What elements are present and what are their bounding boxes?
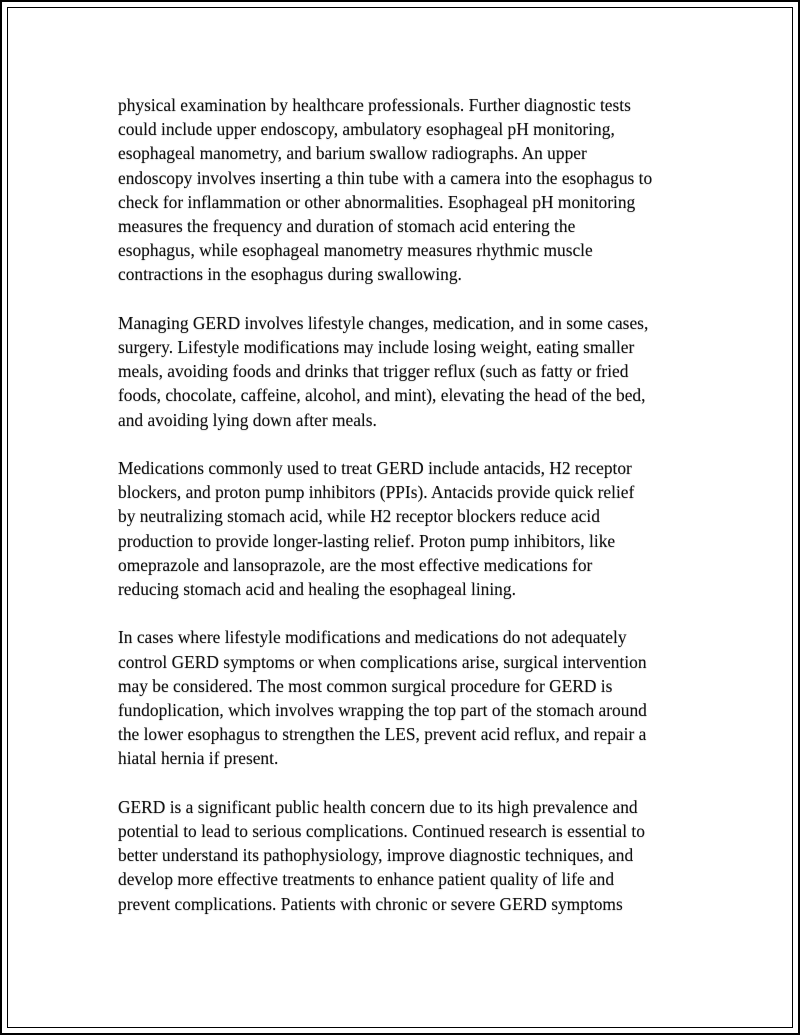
text-line: by neutralizing stomach acid, while H2 receptor blockers reduce acid xyxy=(118,506,600,527)
text-line: Managing GERD involves lifestyle changes, medication, and in some cases, xyxy=(118,312,649,333)
text-line: better understand its pathophysiology, improve diagnostic techniques, and xyxy=(118,845,634,866)
text-line: surgery. Lifestyle modifications may include losing weight, eating smaller xyxy=(118,337,635,358)
text-line: omeprazole and lansoprazole, are the most effective medications for xyxy=(118,554,593,575)
paragraph-managing-gerd xyxy=(118,311,684,432)
text-line: reducing stomach acid and healing the esophageal lining. xyxy=(118,579,516,600)
text-line: potential to lead to serious complications. Continued research is essential to xyxy=(118,821,645,842)
paragraph-medications xyxy=(118,456,684,601)
text-line: production to provide longer-lasting relief. Proton pump inhibitors, like xyxy=(118,530,616,551)
text-line: measures the frequency and duration of stomach acid entering the xyxy=(118,216,576,237)
document-body xyxy=(118,93,684,940)
text-line: develop more effective treatments to enhance patient quality of life and xyxy=(118,869,615,890)
text-line: foods, chocolate, caffeine, alcohol, and mint), elevating the head of the bed, xyxy=(118,385,646,406)
text-line: GERD is a significant public health concern due to its high prevalence and xyxy=(118,796,638,817)
text-line: blockers, and proton pump inhibitors (PPIs). Antacids provide quick relief xyxy=(118,482,635,503)
paragraph-public-health xyxy=(118,795,684,916)
text-line: Medications commonly used to treat GERD include antacids, H2 receptor xyxy=(118,458,632,479)
text-line: and avoiding lying down after meals. xyxy=(118,409,377,430)
text-line: physical examination by healthcare professionals. Further diagnostic tests xyxy=(118,95,631,115)
text-line: esophageal manometry, and barium swallow radiographs. An upper xyxy=(118,143,587,164)
text-line: esophagus, while esophageal manometry measures rhythmic muscle xyxy=(118,240,593,261)
text-line: fundoplication, which involves wrapping the top part of the stomach around xyxy=(118,700,647,721)
paragraph-surgical-intervention xyxy=(118,625,684,770)
text-line: may be considered. The most common surgical procedure for GERD is xyxy=(118,675,613,696)
text-line: prevent complications. Patients with chronic or severe GERD symptoms xyxy=(118,893,623,914)
paragraph-diagnostic-tests xyxy=(118,93,684,287)
text-line: In cases where lifestyle modifications and medications do not adequately xyxy=(118,627,627,648)
text-line: hiatal hernia if present. xyxy=(118,748,279,769)
text-line: check for inflammation or other abnormalities. Esophageal pH monitoring xyxy=(118,191,636,212)
text-line: control GERD symptoms or when complications arise, surgical intervention xyxy=(118,651,647,672)
text-line: contractions in the esophagus during swallowing. xyxy=(118,264,462,285)
text-line: endoscopy involves inserting a thin tube with a camera into the esophagus to xyxy=(118,167,653,188)
text-line: the lower esophagus to strengthen the LES, prevent acid reflux, and repair a xyxy=(118,724,647,745)
text-line: meals, avoiding foods and drinks that trigger reflux (such as fatty or fried xyxy=(118,361,629,382)
text-line: could include upper endoscopy, ambulatory esophageal pH monitoring, xyxy=(118,119,615,140)
